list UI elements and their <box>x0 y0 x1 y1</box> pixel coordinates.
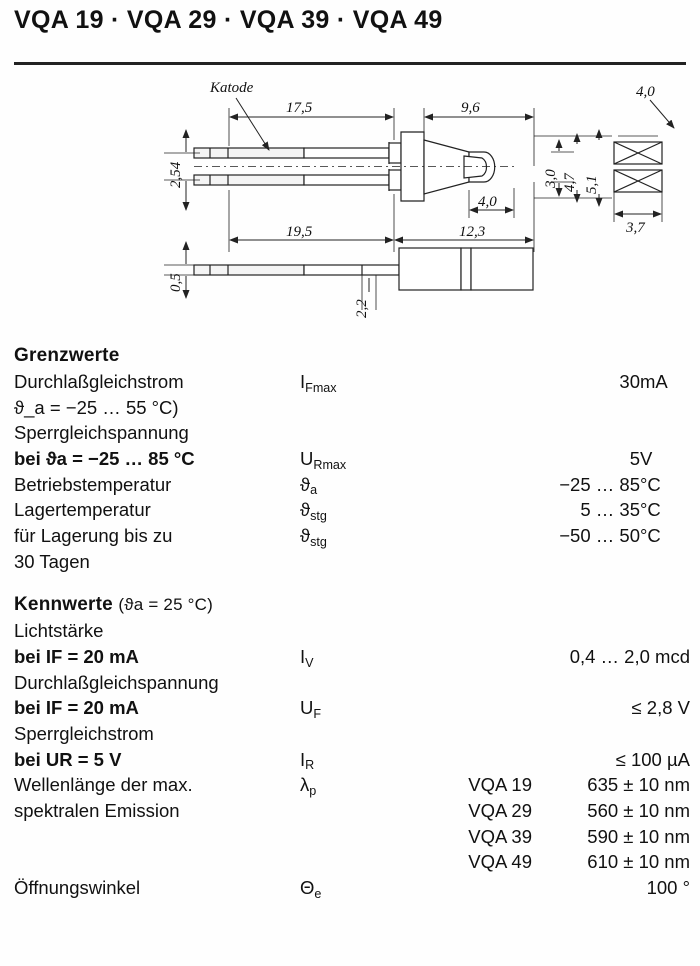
char-desc: Sperrgleichstrom <box>14 723 154 745</box>
table-row <box>14 446 690 472</box>
table-row <box>14 875 690 901</box>
limit-value: −25 … 85 <box>559 473 640 495</box>
limit-desc: Sperrgleichspannung <box>14 422 189 444</box>
table-row <box>14 618 690 644</box>
table-row <box>14 369 690 395</box>
char-desc-2: bei IF = 20 mA <box>14 697 139 719</box>
wavelength-symbol: $\lambda_p$ <box>300 774 317 798</box>
limit-unit: V <box>640 448 653 470</box>
dim-4-7: 4,7 <box>562 173 578 192</box>
characteristics-table <box>14 618 690 900</box>
angle-symbol: $\Theta_e$ <box>300 877 322 901</box>
dim-4-0-top: 4,0 <box>636 84 655 100</box>
limit-desc: Betriebstemperatur <box>14 473 172 495</box>
table-row <box>14 747 690 773</box>
limit-symbol-sub: Rmax <box>313 457 347 472</box>
wavelength-value: 590 ± 10 nm <box>587 825 690 847</box>
wavelength-value: 610 ± 10 nm <box>587 851 690 873</box>
specifications <box>14 345 690 901</box>
wavelength-type: VQA 29 <box>468 800 532 822</box>
limit-symbol: $ϑ_a$ <box>300 473 318 498</box>
angle-symbol-sub: e <box>314 886 322 901</box>
limit-symbol: $U_{Rmax}$ <box>300 448 347 472</box>
table-row <box>14 420 690 446</box>
limit-symbol-sub: stg <box>310 534 327 549</box>
limit-symbol-sub: a <box>310 483 318 498</box>
char-value: ≤ 100 µA <box>615 748 690 770</box>
table-row <box>14 644 690 670</box>
limit-desc: Durchlaßgleichstrom <box>14 371 184 392</box>
char-desc: Durchlaßgleichspannung <box>14 671 219 693</box>
table-row <box>14 472 690 498</box>
dim-3-0: 3,0 <box>543 169 559 188</box>
char-symbol: $U_F$ <box>300 697 322 721</box>
dim-2-2: 2,2 <box>354 299 370 318</box>
wavelength-desc-2: spektralen Emission <box>14 800 180 822</box>
dim-label-katode: Katode <box>210 80 254 96</box>
limit-desc-2: bei ϑa = −25 … 85 °C <box>14 448 195 470</box>
char-desc-2: bei UR = 5 V <box>14 748 122 770</box>
dim-19-5: 19,5 <box>286 224 313 240</box>
limit-desc: für Lagerung bis zu <box>14 525 173 547</box>
table-row <box>14 395 690 421</box>
dim-3-7: 3,7 <box>626 220 645 236</box>
char-value: ≤ 2,8 V <box>631 697 690 719</box>
limit-type <box>420 369 532 395</box>
table-row <box>14 695 690 721</box>
wavelength-type: VQA 19 <box>468 774 532 796</box>
char-value: 0,4 … 2,0 mcd <box>569 646 690 668</box>
dim-9-6: 9,6 <box>461 100 480 116</box>
limit-value: 30 <box>619 371 640 392</box>
limit-unit: mA <box>640 371 668 392</box>
angle-value: 100 ° <box>646 877 690 899</box>
page-title: VQA 19 · VQA 29 · VQA 39 · VQA 49 <box>14 6 443 34</box>
package-outline-drawing <box>14 70 686 332</box>
limit-value: 5 … 35 <box>580 499 640 521</box>
characteristics-heading-condition: (ϑa = 25 °C) <box>118 595 213 615</box>
limit-symbol: $ϑ_{stg}$ <box>300 525 327 549</box>
char-symbol-sub: F <box>313 706 322 721</box>
table-row <box>14 772 690 798</box>
limit-unit: °C <box>640 525 661 547</box>
limits-table <box>14 369 690 574</box>
limit-value: −50 … 50 <box>559 525 640 547</box>
limit-value: 5 <box>629 448 640 470</box>
table-row <box>14 824 690 850</box>
wavelength-value: 635 ± 10 nm <box>587 774 690 796</box>
limit-desc-2: ϑ_a = −25 … 55 °C) <box>14 396 179 418</box>
limit-unit: °C <box>640 473 661 495</box>
limit-symbol-sub: stg <box>310 508 327 523</box>
dim-2-54: 2,54 <box>168 161 184 188</box>
char-desc-2: bei IF = 20 mA <box>14 646 139 668</box>
dim-0-5: 0,5 <box>168 273 184 292</box>
wavelength-type: VQA 49 <box>468 851 532 873</box>
char-desc: Lichtstärke <box>14 620 104 642</box>
limit-desc-2: 30 Tagen <box>14 550 90 572</box>
table-row <box>14 798 690 824</box>
wavelength-desc: Wellenlänge der max. <box>14 774 193 796</box>
dim-4-0-bottom: 4,0 <box>478 194 497 210</box>
table-row <box>14 721 690 747</box>
wavelength-value: 560 ± 10 nm <box>587 800 690 822</box>
title-divider <box>14 62 686 65</box>
char-symbol-sub: R <box>305 758 315 773</box>
limit-unit: °C <box>640 499 661 521</box>
characteristics-heading-text: Kennwerte <box>14 594 113 616</box>
dim-17-5: 17,5 <box>286 100 313 116</box>
limit-symbol: $I_{Fmax}$ <box>300 371 337 395</box>
table-row <box>14 523 690 549</box>
limit-symbol: $ϑ_{stg}$ <box>300 499 327 523</box>
char-symbol-sub: V <box>305 655 314 670</box>
limit-symbol-sub: Fmax <box>305 380 337 395</box>
table-row <box>14 849 690 875</box>
limit-desc: Lagertemperatur <box>14 499 151 521</box>
char-symbol: $I_R$ <box>300 748 315 773</box>
table-row <box>14 670 690 696</box>
wavelength-symbol-sub: p <box>309 783 317 798</box>
wavelength-type: VQA 39 <box>468 825 532 847</box>
table-row <box>14 549 690 575</box>
dim-5-1: 5,1 <box>584 175 600 194</box>
characteristics-heading <box>14 594 690 616</box>
dim-12-3: 12,3 <box>459 224 486 240</box>
limits-heading: Grenzwerte <box>14 345 120 366</box>
char-symbol: $I_V$ <box>300 646 314 670</box>
table-row <box>14 497 690 523</box>
angle-desc: Öffnungswinkel <box>14 877 141 899</box>
